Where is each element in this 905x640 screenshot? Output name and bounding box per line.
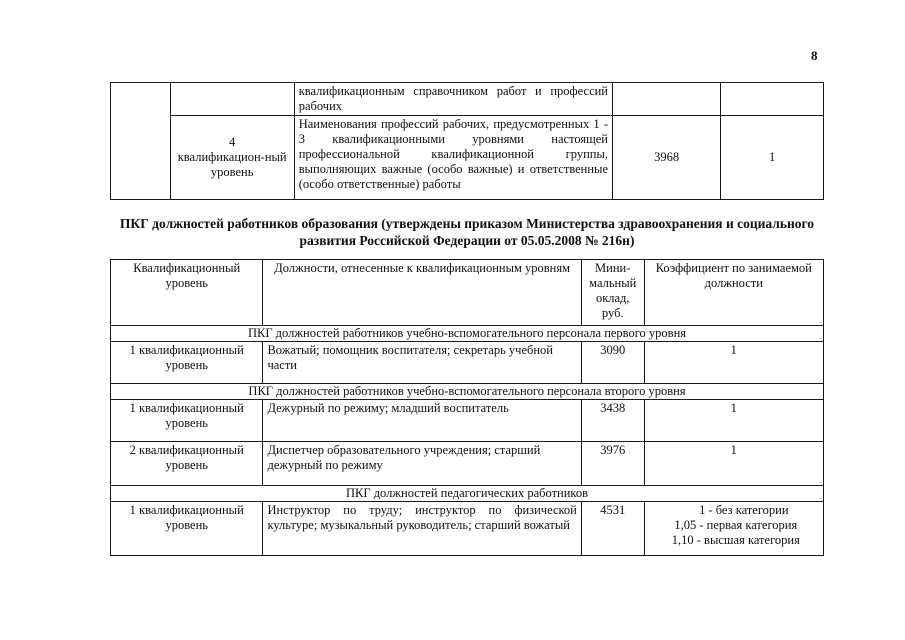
level-cell: [170, 116, 294, 200]
header-positions: Должности, отнесенные к квалификационным уровням: [263, 260, 581, 326]
section-title: ПКГ должностей работников образования (утверждены приказом Министерства здравоохранения и социального развития Российской Федерации от 05.05.2008 № 216н): [119, 216, 815, 248]
salary-cell: 3976: [581, 442, 644, 486]
category-highest: 1,10 - высшая категория: [671, 533, 800, 547]
level-cell: 1 квалификационный уровень: [111, 502, 263, 556]
table-row: [111, 502, 824, 556]
group-title-row: [111, 384, 824, 400]
table-row: [111, 400, 824, 442]
group-title-row: [111, 326, 824, 342]
level-cell: 1 квалификационный уровень: [111, 342, 263, 384]
salary-cell: [613, 83, 721, 116]
coefficient-cell: 1: [644, 342, 823, 384]
level-cell: 1 квалификационный уровень: [111, 400, 263, 442]
header-level: Квалификационный уровень: [111, 260, 263, 326]
group-title: ПКГ должностей педагогических работников: [111, 486, 824, 502]
group-title-row: [111, 486, 824, 502]
salary-cell: 3090: [581, 342, 644, 384]
group-title: ПКГ должностей работников учебно-вспомогательного персонала первого уровня: [111, 326, 824, 342]
education-workers-table: [110, 259, 824, 556]
worker-professions-table-continued: [110, 82, 824, 200]
positions-cell: Диспетчер образовательного учреждения; старший дежурный по режиму: [263, 442, 581, 486]
category-first: 1,05 - первая категория: [674, 518, 798, 532]
level-cell: 2 квалификационный уровень: [111, 442, 263, 486]
category-no: 1 - без категории: [699, 503, 789, 517]
coefficient-cell: 1: [721, 116, 824, 200]
table-row: [111, 116, 824, 200]
salary-cell: 3968: [613, 116, 721, 200]
page-number: 8: [811, 48, 818, 63]
coefficient-categories-cell: [644, 502, 823, 556]
description-cell: Наименования профессий рабочих, предусмотренных 1 - 3 квалификационными уровнями настоящей профессиональной квалификационной группы, выполняющих важные (особо важные) и ответственные (особо ответственные) работы: [294, 116, 612, 200]
salary-cell: 4531: [581, 502, 644, 556]
level-number: 4: [229, 135, 236, 149]
coefficient-cell: 1: [644, 400, 823, 442]
group-cell: [111, 83, 171, 200]
header-coefficient: Коэффициент по занимаемой должности: [644, 260, 823, 326]
description-cell: квалификационным справочником работ и профессий рабочих: [294, 83, 612, 116]
coefficient-cell: 1: [644, 442, 823, 486]
level-label: квалификацион-ный уровень: [177, 150, 287, 179]
table-row: [111, 342, 824, 384]
table-row: [111, 83, 824, 116]
coefficient-cell: [721, 83, 824, 116]
positions-cell: Дежурный по режиму; младший воспитатель: [263, 400, 581, 442]
positions-cell: Инструктор по труду; инструктор по физической культуре; музыкальный руководитель; старший вожатый: [263, 502, 581, 556]
level-cell: [170, 83, 294, 116]
header-row: [111, 260, 824, 326]
positions-cell: Вожатый; помощник воспитателя; секретарь учебной части: [263, 342, 581, 384]
header-salary: Мини-мальный оклад, руб.: [581, 260, 644, 326]
group-title: ПКГ должностей работников учебно-вспомогательного персонала второго уровня: [111, 384, 824, 400]
table-row: [111, 442, 824, 486]
salary-cell: 3438: [581, 400, 644, 442]
